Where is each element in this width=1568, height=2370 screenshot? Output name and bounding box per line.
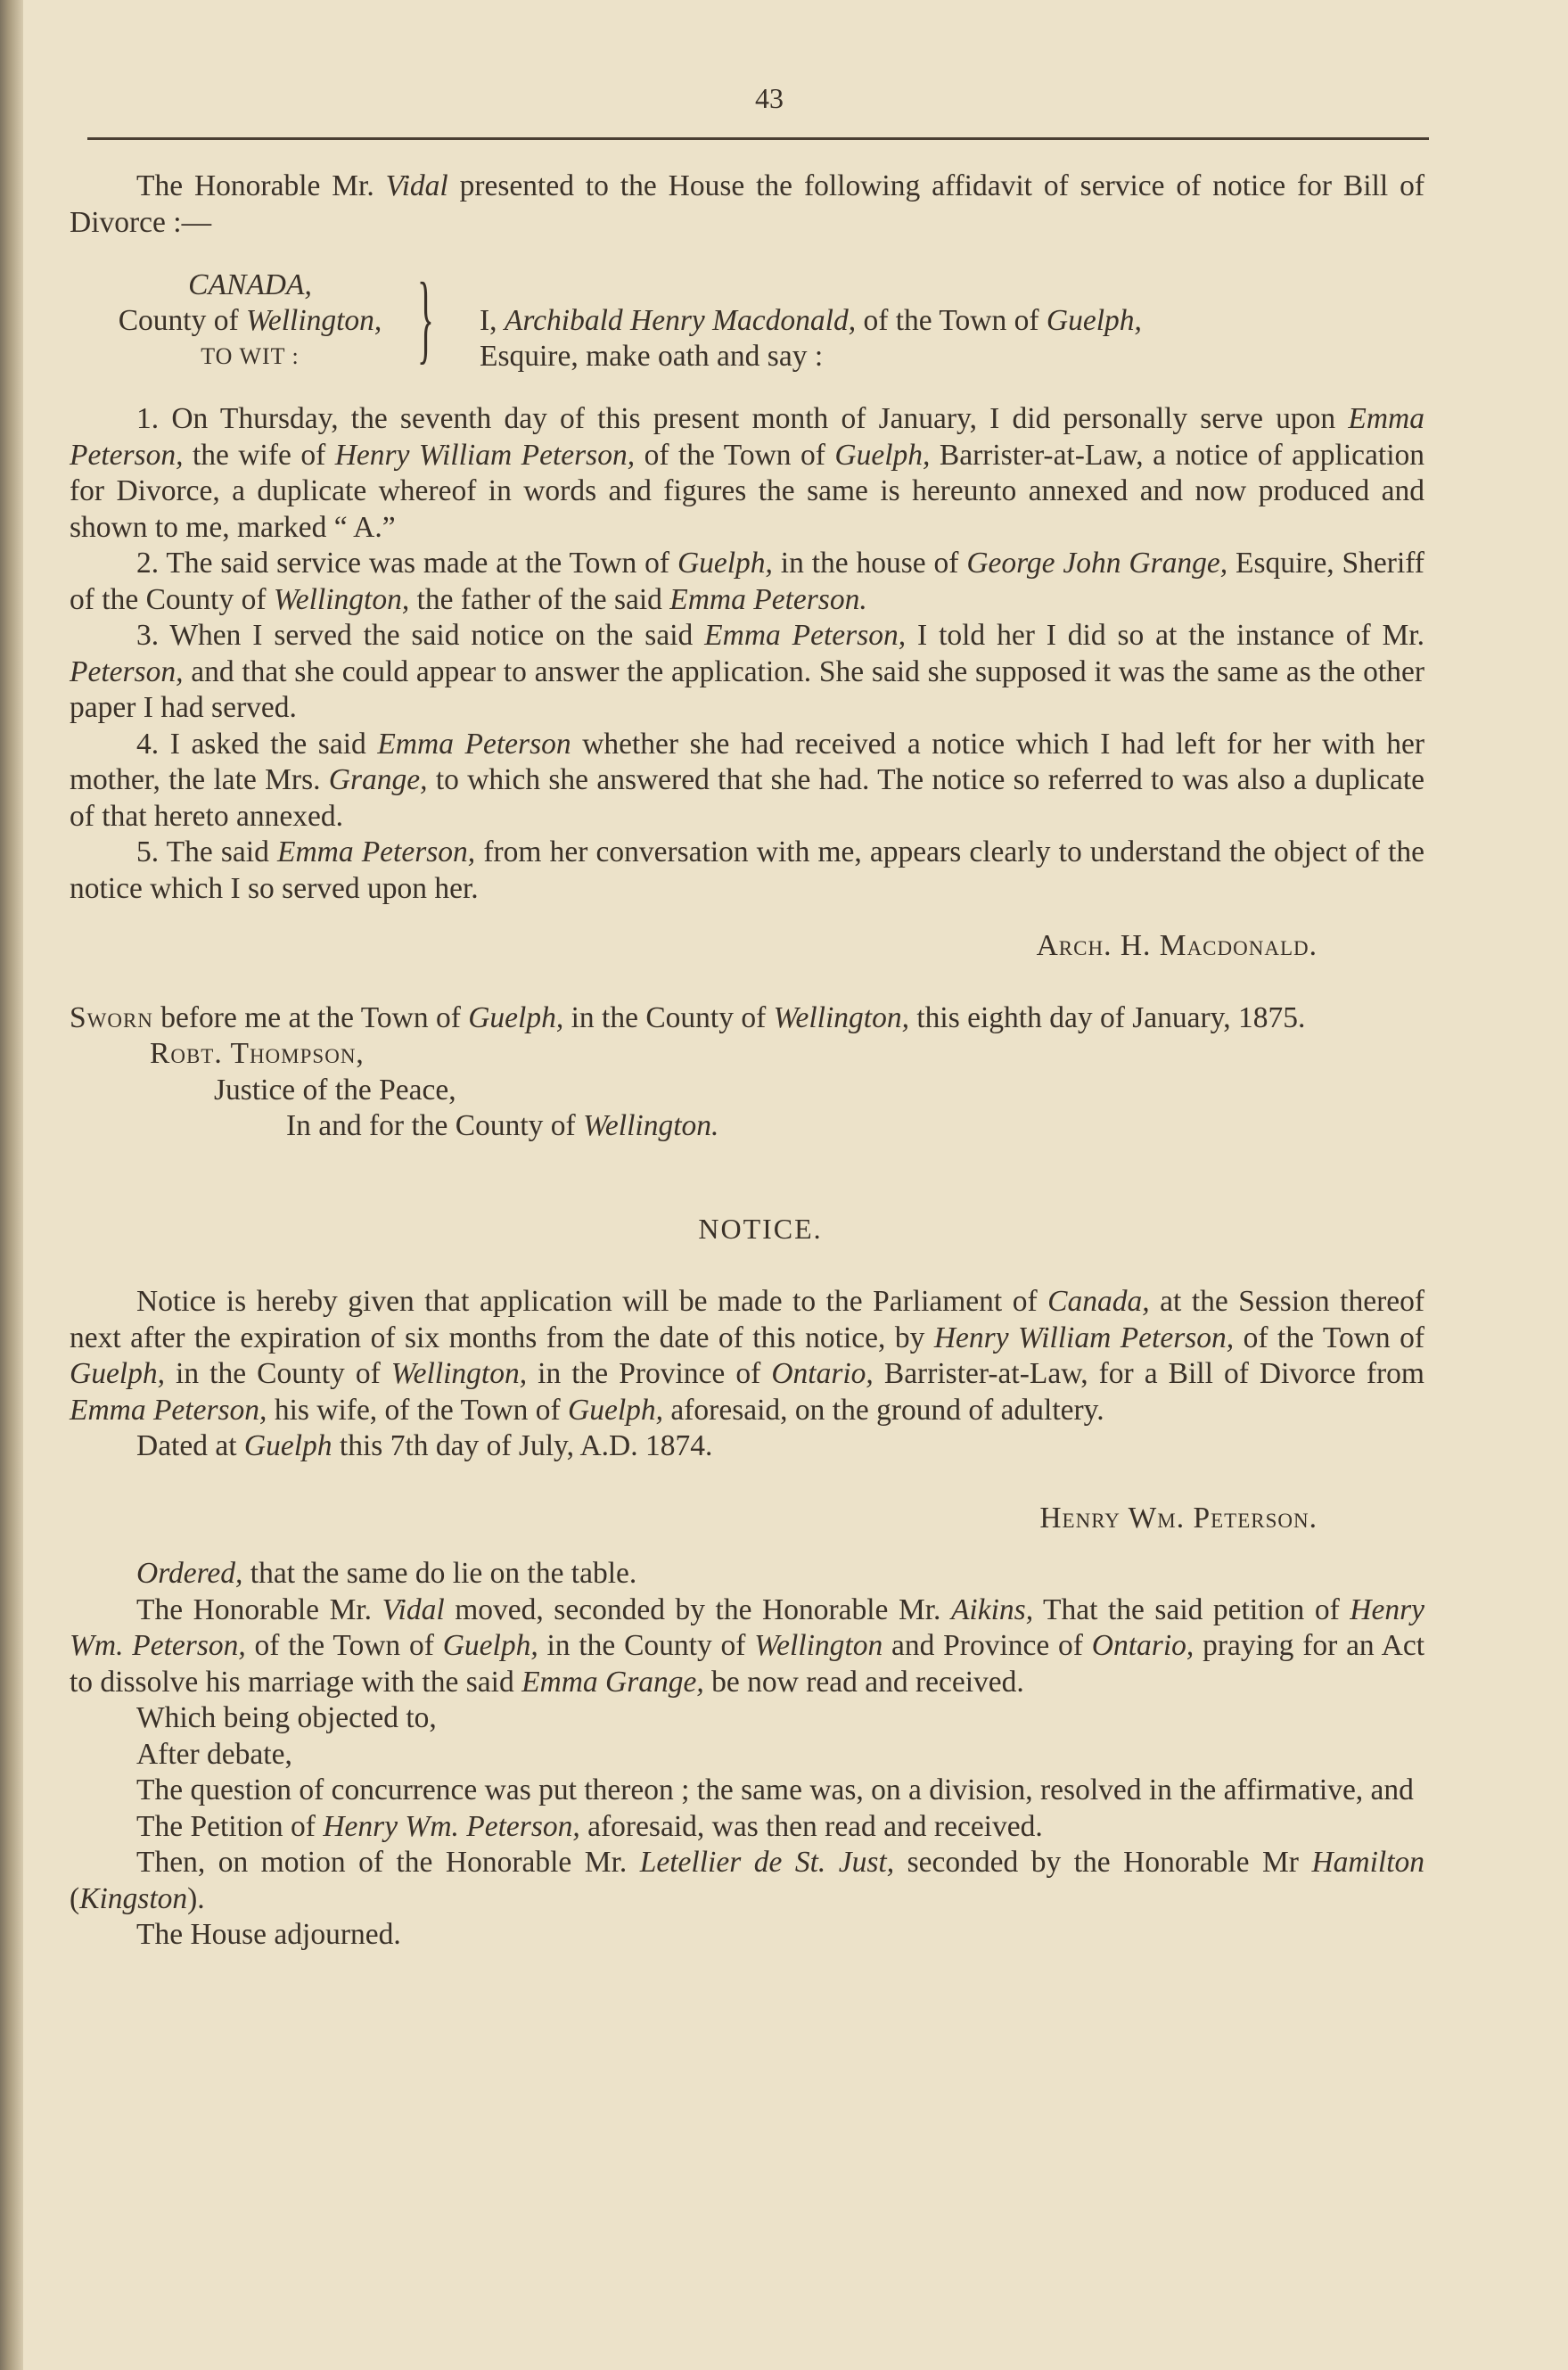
venue-heading [70,263,1424,376]
document-page [70,80,1424,1954]
jp-name: Robt. Thompson, [150,1037,365,1070]
venue-brace: } [417,263,434,374]
venue-to-wit: TO WIT : [201,343,300,369]
deponent-line: I, Archibald Henry Macdonald, of the Town of Guelph, [480,304,1142,337]
petition-read-line: The Petition of Henry Wm. Peterson, aforesaid, was then read and received. [136,1809,1043,1843]
affidavit-paragraph-5: 5. The said Emma Peterson, from her conversation with me, appears clearly to understand the object of the notice which I so served upon her. [70,835,1424,905]
motion-paragraph: The Honorable Mr. Vidal moved, seconded by the Honorable Mr. Aikins, That the said petition of Henry Wm. Peterson, of the Town of Guelph, in the County of Wellington and Province of Ontario, praying for an Act to dissolve his marriage with the said Emma Grange, be now read and received. [70,1592,1425,1699]
ordered-line: Ordered, that the same do lie on the table. [136,1557,637,1590]
notice-date: Dated at Guelph this 7th day of July, A.D. 1874. [136,1429,713,1462]
venue-country: CANADA, [188,268,312,301]
notice-title: NOTICE. [698,1212,823,1245]
sworn-statement: Sworn before me at the Town of Guelph, in the County of Wellington, this eighth day of January, 1875. [70,1000,1306,1034]
objection-line: Which being objected to, [136,1701,437,1734]
affidavit-paragraph-1: 1. On Thursday, the seventh day of this present month of January, I did personally serve upon Emma Peterson, the wife of Henry William Peterson, of the Town of Guelph, Barrister-at-Law, a notice of application for Divorce, a duplicate whereof in words and figures the same is hereunto annexed and now produced and shown to me, marked “ A.” [70,402,1425,544]
affidavit-paragraph-4: 4. I asked the said Emma Peterson whether she had received a notice which I had left for her with her mother, the late Mrs. Grange, to which she answered that she had. The notice so referred to was also a duplicate of that hereto annexed. [70,727,1425,833]
deponent-line-2: Esquire, make oath and say : [480,340,824,373]
page-number: 43 [755,82,784,114]
debate-line: After debate, [136,1737,292,1771]
intro-paragraph: The Honorable Mr. Vidal presented to the House the following affidavit of service of notice for Bill of Divorce :— [70,169,1424,239]
petitioner-signature: Henry Wm. Peterson. [1039,1501,1318,1535]
question-paragraph: The question of concurrence was put thereon ; the same was, on a division, resolved in the affirmative, and [136,1773,1414,1806]
affidavit-paragraph-3: 3. When I served the said notice on the said Emma Peterson, I told her I did so at the instance of Mr. Peterson, and that she could appear to answer the application. She said she supposed it was the same as the other paper I had served. [70,619,1424,724]
venue-county: County of Wellington, [118,304,382,337]
adjournment-motion: Then, on motion of the Honorable Mr. Letellier de St. Just, seconded by the Honorable Mr Hamilton (Kingston). [70,1846,1425,1915]
deponent-signature: Arch. H. Macdonald. [1036,929,1318,962]
jp-title: Justice of the Peace, [214,1073,456,1107]
book-spine-shadow [0,0,23,2370]
adjourned-line: The House adjourned. [136,1918,401,1951]
affidavit-paragraph-2: 2. The said service was made at the Town of Guelph, in the house of George John Grange, Esquire, Sheriff of the County of Wellington, the father of the said Emma Peterson. [70,547,1424,616]
jp-jurisdiction: In and for the County of Wellington. [286,1109,719,1142]
notice-body: Notice is hereby given that application will be made to the Parliament of Canada, at the Session thereof next after the expiration of six months from the date of this notice, by Henry William Peterson, of the Town of Guelph, in the County of Wellington, in the Province of Ontario, Barrister-at-Law, for a Bill of Divorce from Emma Peterson, his wife, of the Town of Guelph, aforesaid, on the ground of adultery. [70,1285,1425,1427]
